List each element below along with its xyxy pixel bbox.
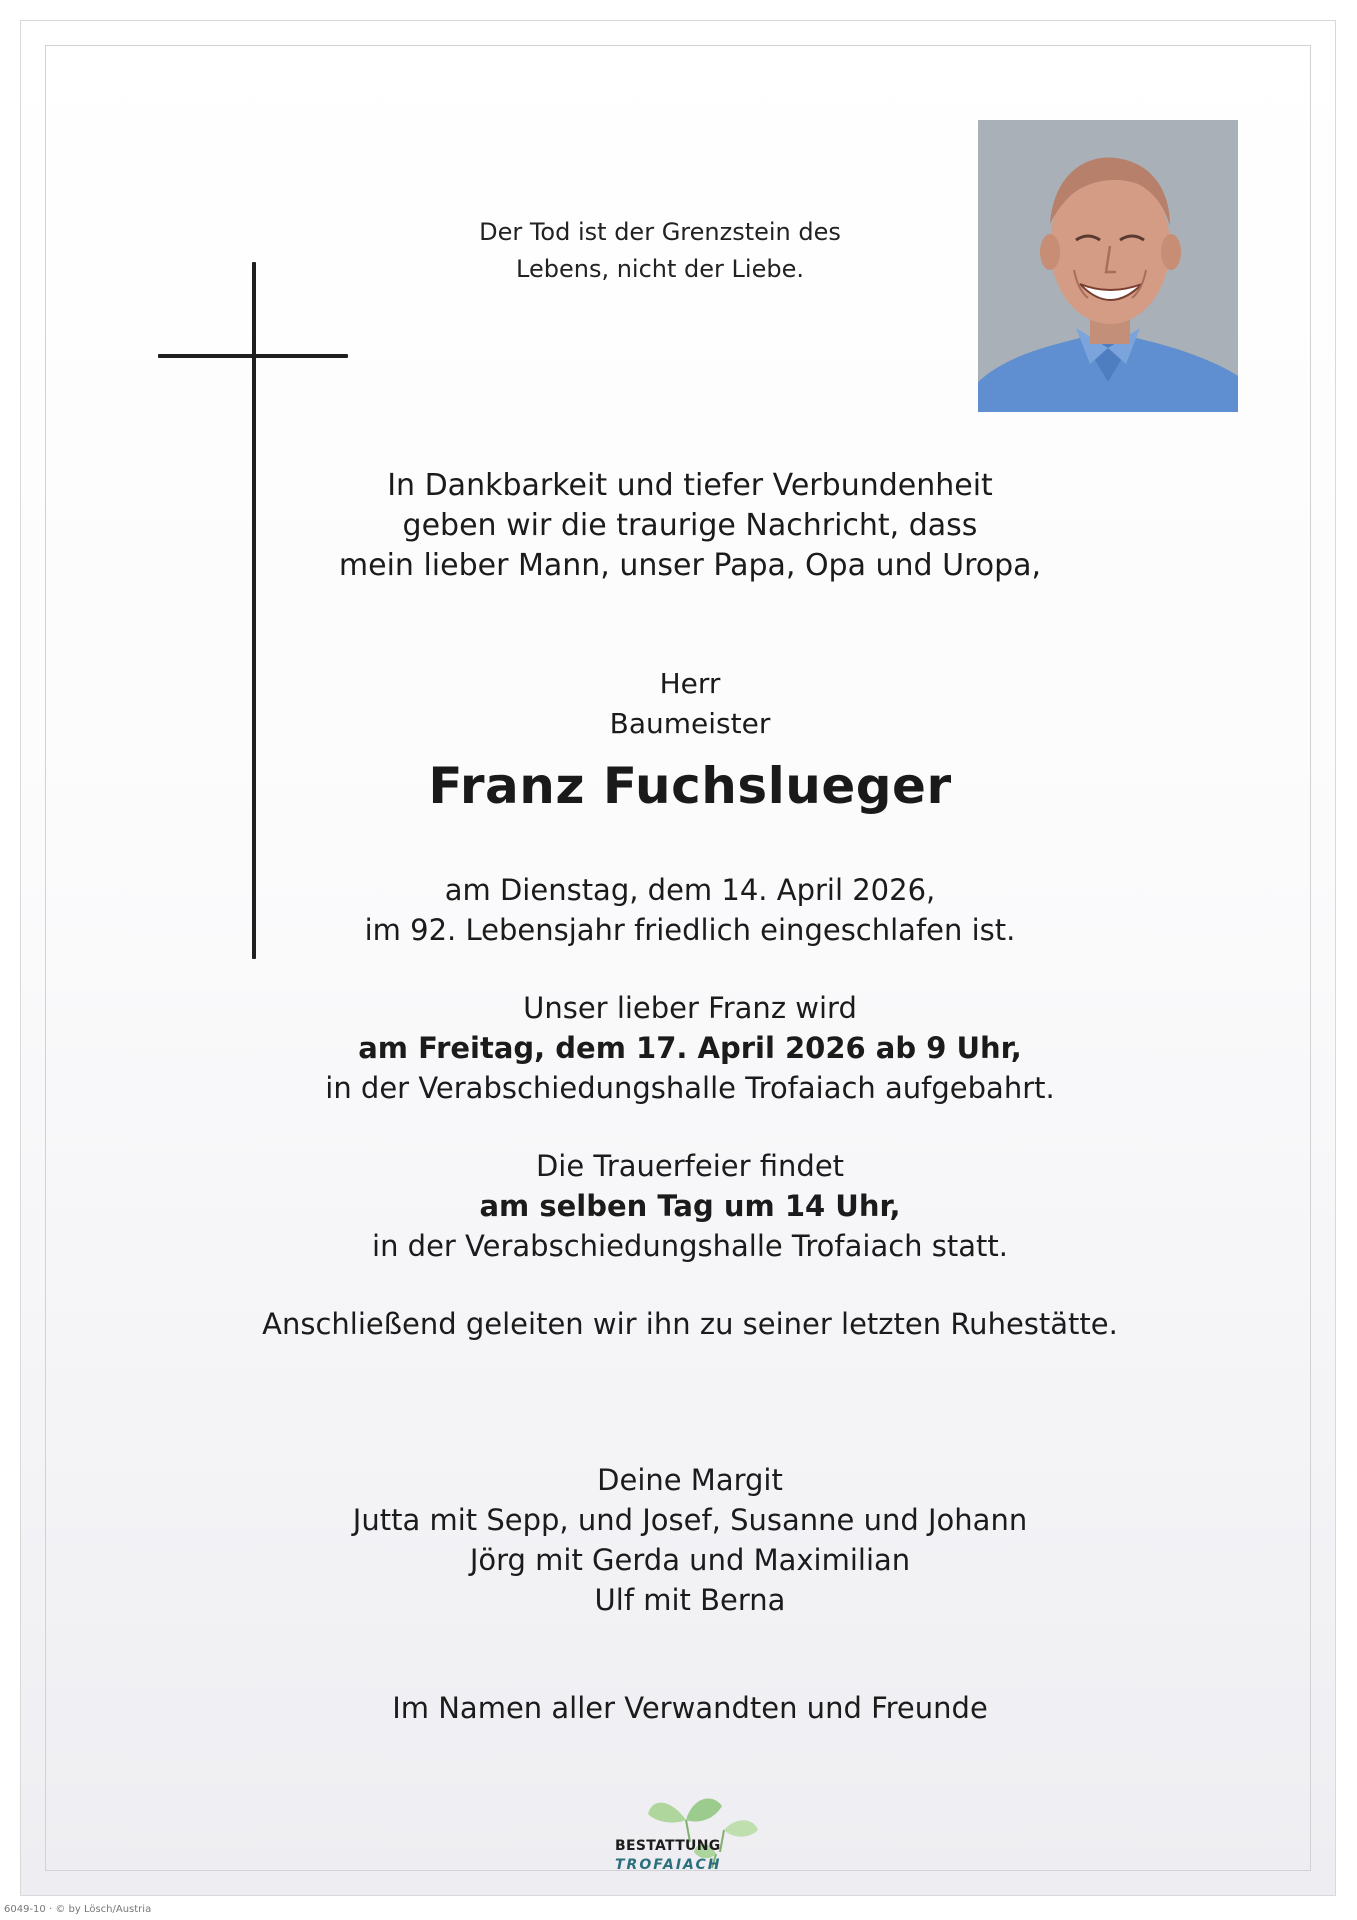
ceremony-line-1: Die Trauerfeier findet [535, 1149, 845, 1183]
viewing-line-3: in der Verabschiedungshalle Trofaiach aufgebahrt. [325, 1071, 1055, 1105]
viewing-line-2: am Freitag, dem 17. April 2026 ab 9 Uhr, [358, 1031, 1022, 1065]
intro-line-2: geben wir die traurige Nachricht, dass [402, 508, 978, 543]
deceased-name: Franz Fuchslueger [428, 757, 952, 815]
mourner-line-4: Ulf mit Berna [594, 1583, 786, 1617]
viewing-notice [0, 988, 1357, 1108]
mourner-line-2: Jutta mit Sepp, und Josef, Susanne und Johann [352, 1503, 1028, 1537]
intro-line-1: In Dankbarkeit und tiefer Verbundenheit [387, 468, 993, 503]
closing-line: Im Namen aller Verwandten und Freunde [392, 1691, 988, 1725]
cross-icon [252, 262, 256, 959]
death-line-2: im 92. Lebensjahr friedlich eingeschlafen ist. [364, 913, 1016, 947]
salutation: Herr [659, 667, 721, 700]
print-code: 6049-10 · © by Lösch/Austria [4, 1904, 152, 1915]
logo-subtitle: TROFAIACH [615, 1857, 722, 1873]
cross-icon-bar [158, 354, 348, 358]
mourners-list [0, 1460, 1357, 1620]
death-notice [0, 870, 1357, 950]
profession: Baumeister [609, 707, 771, 740]
quote-line-1: Der Tod ist der Grenzstein des [479, 218, 841, 246]
ceremony-notice [0, 1146, 1357, 1266]
burial-notice: Anschließend geleiten wir ihn zu seiner letzten Ruhestätte. [262, 1307, 1118, 1341]
ceremony-line-2: am selben Tag um 14 Uhr, [479, 1189, 901, 1223]
ceremony-line-3: in der Verabschiedungshalle Trofaiach statt. [372, 1229, 1008, 1263]
quote-line-2: Lebens, nicht der Liebe. [516, 255, 804, 283]
mourner-line-1: Deine Margit [597, 1463, 783, 1497]
intro-line-3: mein lieber Mann, unser Papa, Opa und Uropa, [338, 548, 1042, 583]
viewing-line-1: Unser lieber Franz wird [523, 991, 857, 1025]
mourner-line-3: Jörg mit Gerda und Maximilian [469, 1543, 911, 1577]
logo-title: BESTATTUNG [615, 1838, 721, 1854]
intro-text [0, 466, 1357, 586]
death-line-1: am Dienstag, dem 14. April 2026, [444, 873, 936, 907]
quote [160, 214, 1160, 288]
